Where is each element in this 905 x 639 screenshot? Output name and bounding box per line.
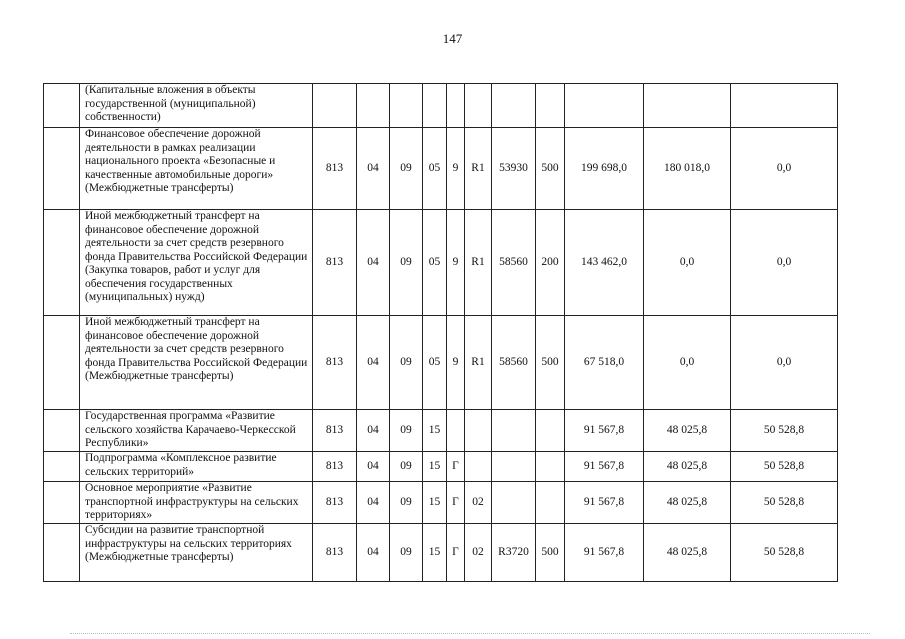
item-name: Основное мероприятие «Развитие транспортной инфраструктуры на сельских территориях» [80, 482, 313, 524]
amount-year-2: 48 025,8 [644, 410, 731, 452]
ministry-code: 813 [313, 128, 357, 210]
item-name: Иной межбюджетный трансферт на финансовое обеспечение дорожной деятельности за счет средств резервного фонда Правительства Российской Федерации (Закупка товаров, работ и услуг для обеспечения государственных (муниципальных) нужд) [80, 210, 313, 316]
blank-cell [44, 452, 80, 482]
amount-year-3: 0,0 [731, 316, 838, 410]
subprogram-code: Г [447, 452, 465, 482]
subsection-code: 09 [390, 524, 423, 582]
expense-type-code: 500 [536, 316, 565, 410]
ministry-code: 813 [313, 410, 357, 452]
program-code: 05 [423, 128, 447, 210]
amount-year-3: 50 528,8 [731, 482, 838, 524]
activity-code: R1 [465, 316, 492, 410]
direction-code: 58560 [492, 210, 536, 316]
subsection-code: 09 [390, 210, 423, 316]
item-name: (Капитальные вложения в объекты государственной (муниципальной) собственности) [80, 84, 313, 128]
program-code: 15 [423, 452, 447, 482]
blank-cell [44, 316, 80, 410]
subprogram-code: 9 [447, 210, 465, 316]
amount-year-2: 0,0 [644, 316, 731, 410]
section-code: 04 [357, 524, 390, 582]
activity-code: 02 [465, 524, 492, 582]
blank-cell [44, 210, 80, 316]
program-code: 05 [423, 316, 447, 410]
expense-type-code: 500 [536, 524, 565, 582]
table-row [44, 410, 838, 452]
subsection-code: 09 [390, 316, 423, 410]
activity-code [465, 452, 492, 482]
program-code: 15 [423, 410, 447, 452]
amount-year-1: 91 567,8 [565, 410, 644, 452]
subsection-code: 09 [390, 482, 423, 524]
ministry-code: 813 [313, 452, 357, 482]
subprogram-code: Г [447, 524, 465, 582]
ministry-code [313, 84, 357, 128]
direction-code [492, 482, 536, 524]
blank-cell [44, 524, 80, 582]
expense-type-code: 200 [536, 210, 565, 316]
amount-year-1: 91 567,8 [565, 452, 644, 482]
table-row [44, 210, 838, 316]
blank-cell [44, 84, 80, 128]
amount-year-1: 91 567,8 [565, 524, 644, 582]
amount-year-1 [565, 84, 644, 128]
program-code [423, 84, 447, 128]
amount-year-1: 143 462,0 [565, 210, 644, 316]
ministry-code: 813 [313, 210, 357, 316]
table-row [44, 128, 838, 210]
item-name: Финансовое обеспечение дорожной деятельности в рамках реализации национального проекта «Безопасные и качественные автомобильные дороги» (Межбюджетные трансферты) [80, 128, 313, 210]
table-row [44, 84, 838, 128]
program-code: 15 [423, 524, 447, 582]
subprogram-code: Г [447, 482, 465, 524]
section-code: 04 [357, 210, 390, 316]
subsection-code: 09 [390, 410, 423, 452]
amount-year-2: 180 018,0 [644, 128, 731, 210]
amount-year-1: 199 698,0 [565, 128, 644, 210]
expense-type-code [536, 452, 565, 482]
budget-table [43, 83, 838, 582]
amount-year-3: 0,0 [731, 210, 838, 316]
amount-year-2: 48 025,8 [644, 482, 731, 524]
ministry-code: 813 [313, 316, 357, 410]
activity-code: 02 [465, 482, 492, 524]
direction-code: 58560 [492, 316, 536, 410]
subprogram-code [447, 84, 465, 128]
expense-type-code [536, 84, 565, 128]
blank-cell [44, 410, 80, 452]
direction-code: 53930 [492, 128, 536, 210]
item-name: Иной межбюджетный трансферт на финансовое обеспечение дорожной деятельности за счет средств резервного фонда Правительства Российской Федерации (Межбюджетные трансферты) [80, 316, 313, 410]
direction-code [492, 452, 536, 482]
direction-code [492, 84, 536, 128]
section-code: 04 [357, 316, 390, 410]
section-code: 04 [357, 482, 390, 524]
page-number: 147 [442, 31, 463, 46]
subprogram-code [447, 410, 465, 452]
ministry-code: 813 [313, 524, 357, 582]
expense-type-code: 500 [536, 128, 565, 210]
program-code: 05 [423, 210, 447, 316]
subsection-code [390, 84, 423, 128]
section-code [357, 84, 390, 128]
amount-year-3: 0,0 [731, 128, 838, 210]
section-code: 04 [357, 410, 390, 452]
amount-year-3: 50 528,8 [731, 452, 838, 482]
direction-code: R3720 [492, 524, 536, 582]
program-code: 15 [423, 482, 447, 524]
expense-type-code [536, 482, 565, 524]
subprogram-code: 9 [447, 316, 465, 410]
blank-cell [44, 128, 80, 210]
subsection-code: 09 [390, 128, 423, 210]
amount-year-2: 0,0 [644, 210, 731, 316]
activity-code [465, 84, 492, 128]
table-row [44, 452, 838, 482]
item-name: Государственная программа «Развитие сельского хозяйства Карачаево-Черкесской Республики» [80, 410, 313, 452]
direction-code [492, 410, 536, 452]
section-code: 04 [357, 452, 390, 482]
table-row [44, 316, 838, 410]
amount-year-2: 48 025,8 [644, 452, 731, 482]
activity-code: R1 [465, 128, 492, 210]
amount-year-2: 48 025,8 [644, 524, 731, 582]
scan-artifact-line [70, 633, 870, 634]
amount-year-3 [731, 84, 838, 128]
amount-year-3: 50 528,8 [731, 524, 838, 582]
activity-code: R1 [465, 210, 492, 316]
item-name: Субсидии на развитие транспортной инфраструктуры на сельских территориях (Межбюджетные трансферты) [80, 524, 313, 582]
item-name: Подпрограмма «Комплексное развитие сельских территорий» [80, 452, 313, 482]
table-row [44, 482, 838, 524]
table-row [44, 524, 838, 582]
section-code: 04 [357, 128, 390, 210]
amount-year-1: 67 518,0 [565, 316, 644, 410]
expense-type-code [536, 410, 565, 452]
subprogram-code: 9 [447, 128, 465, 210]
subsection-code: 09 [390, 452, 423, 482]
amount-year-2 [644, 84, 731, 128]
activity-code [465, 410, 492, 452]
blank-cell [44, 482, 80, 524]
amount-year-3: 50 528,8 [731, 410, 838, 452]
amount-year-1: 91 567,8 [565, 482, 644, 524]
ministry-code: 813 [313, 482, 357, 524]
